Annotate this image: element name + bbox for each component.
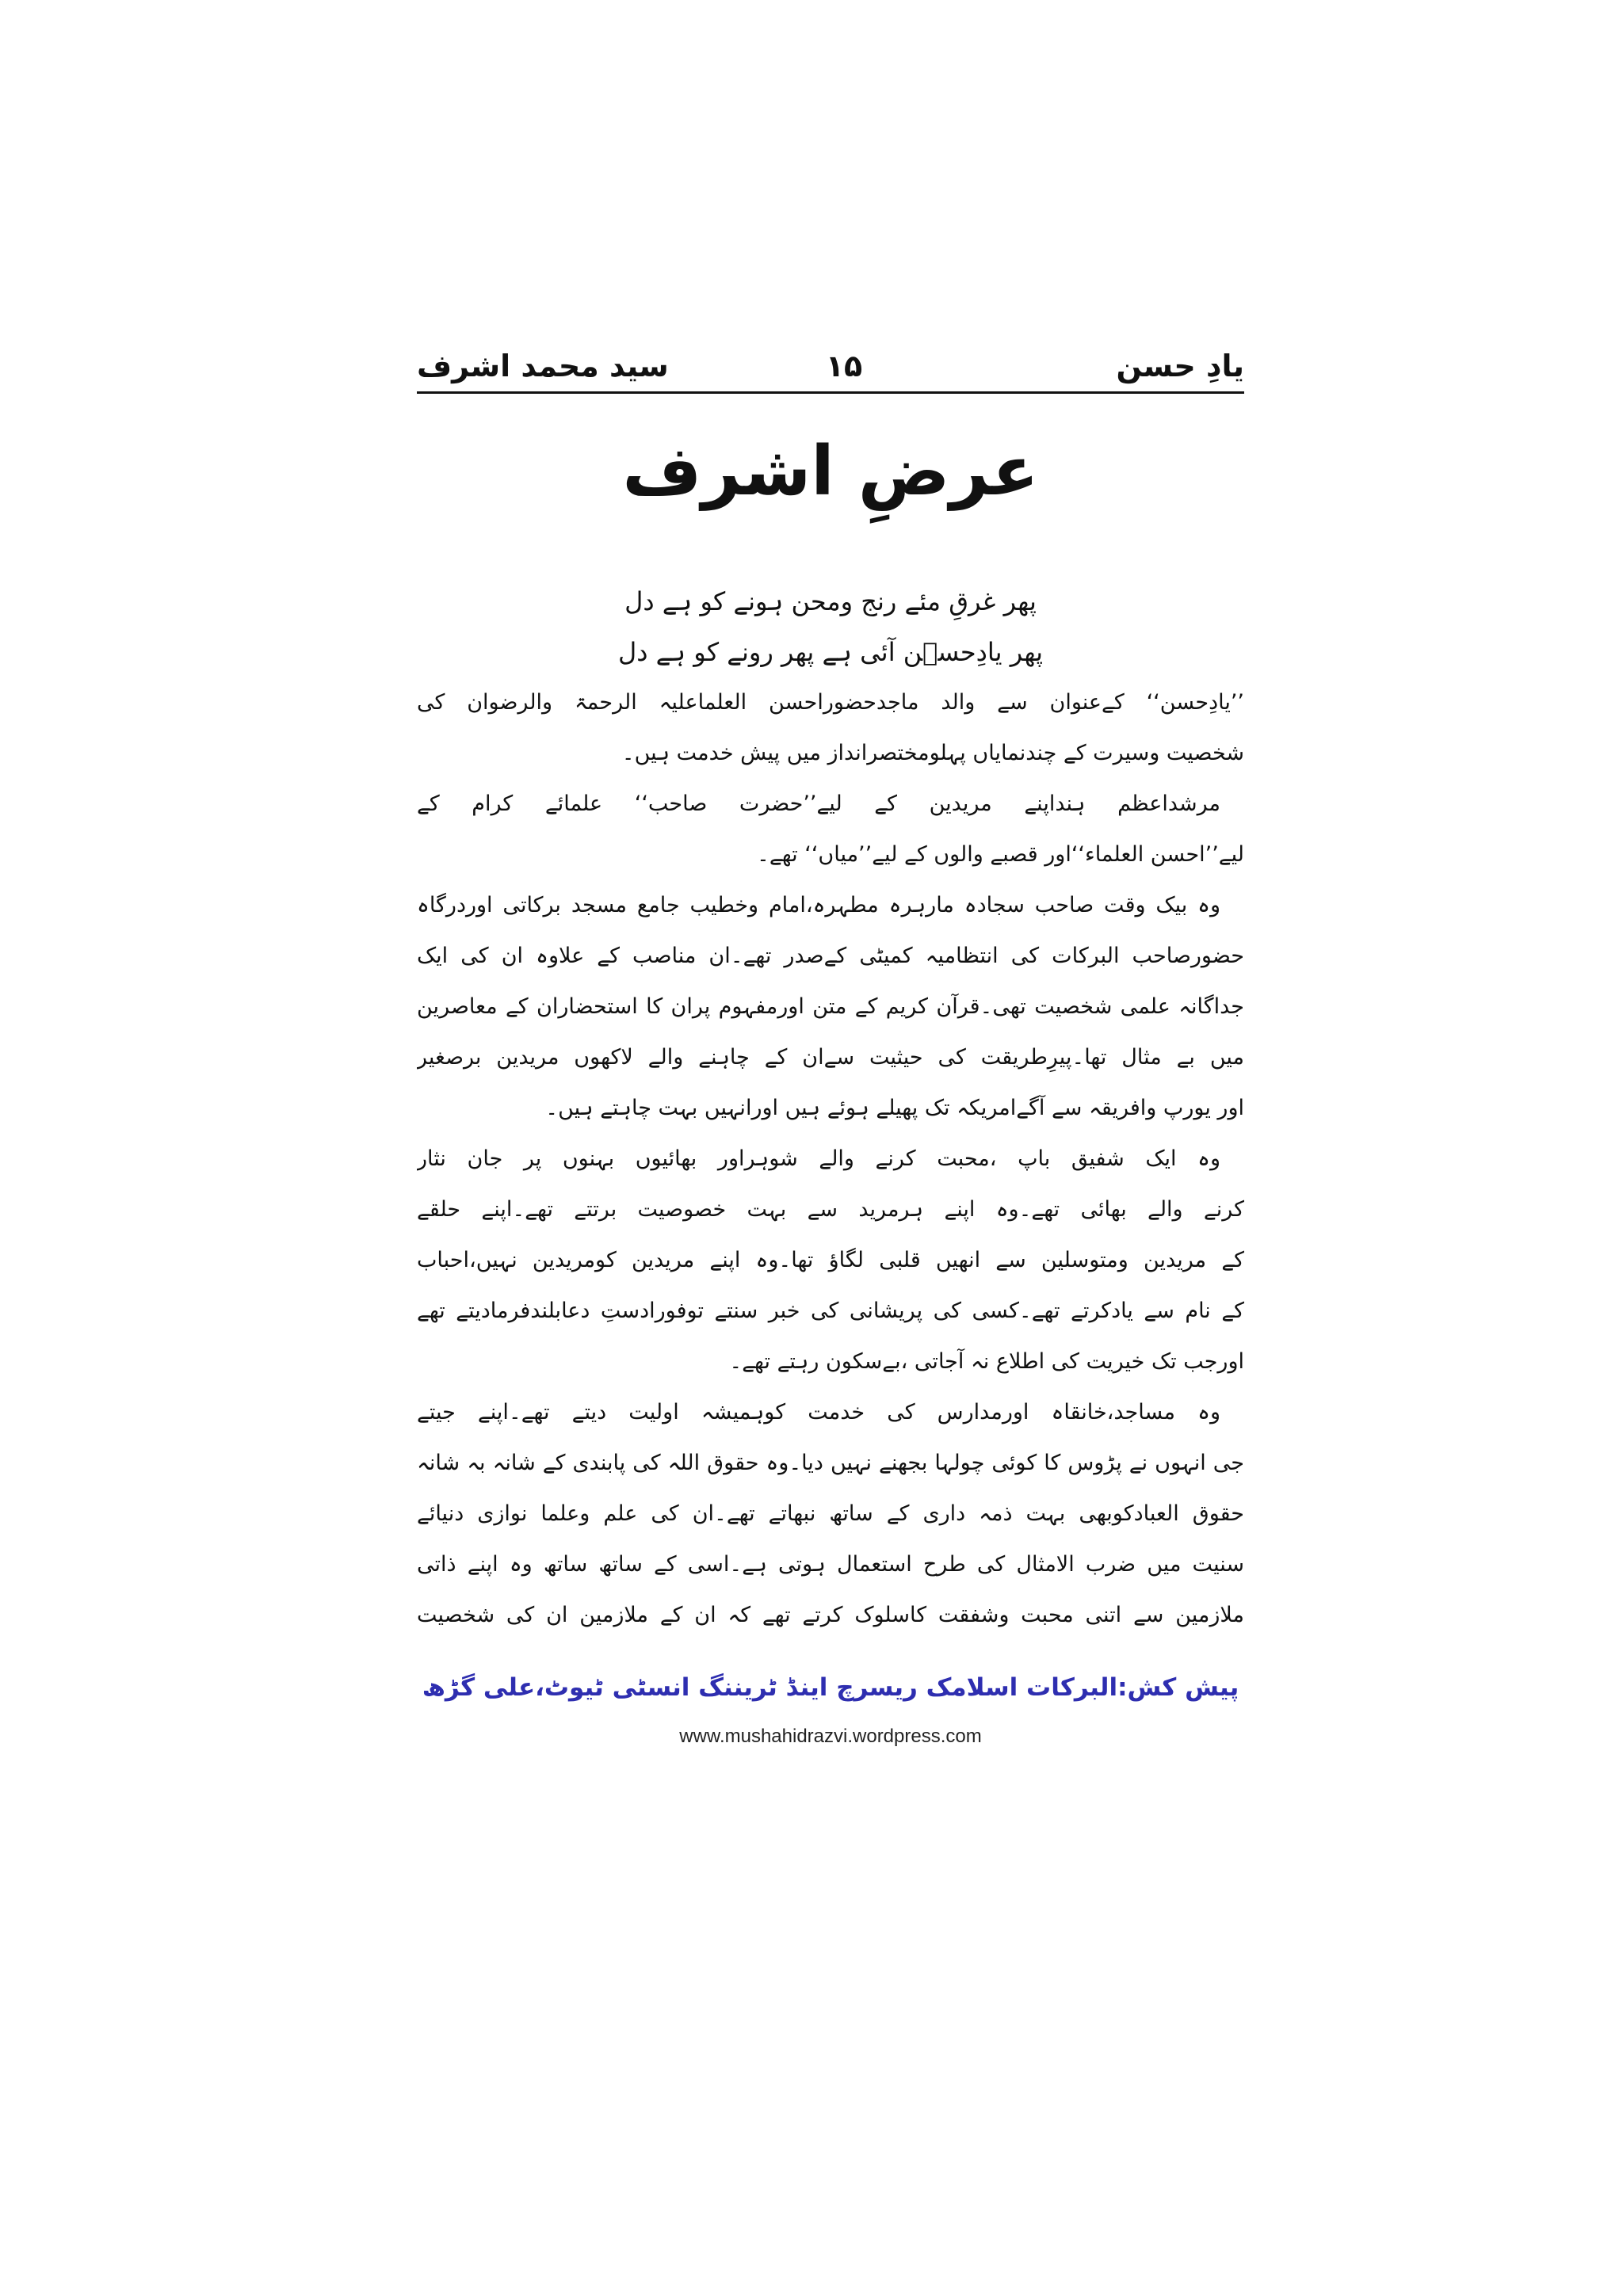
text-line: جداگانہ علمی شخصیت تھی۔قرآن کریم کے متن اورمفہوم پران کا استحضاران کے معاصرین bbox=[417, 994, 1244, 1019]
text-line: حقوق العبادکوبھی بہت ذمہ داری کے ساتھ نبھاتے تھے۔ان کی علم وعلما نوازی دنیائے bbox=[417, 1501, 1244, 1526]
couplet bbox=[417, 576, 1244, 677]
text-line: مرشداعظم ہنداپنے مریدین کے لیے’’حضرت صاحب‘‘ علمائے کرام کے bbox=[417, 791, 1220, 816]
header-rule bbox=[417, 391, 1244, 394]
couplet-line: پھر غرقِ مئے رنج ومحن ہونے کو ہے دل bbox=[624, 586, 1037, 616]
text-line: وہ ایک شفیق باپ ،محبت کرنے والے شوہراور بھائیوں بہنوں پر جان نثار bbox=[417, 1146, 1220, 1171]
text-line: اور یورپ وافریقہ سے آگےامریکہ تک پھیلے ہوئے ہیں اورانہیں بہت چاہتے ہیں۔ bbox=[545, 1096, 1244, 1120]
paragraph bbox=[417, 880, 1244, 1134]
running-header bbox=[417, 342, 1244, 390]
text-line: وہ بیک وقت صاحب سجادہ مارہرہ مطہرہ،امام وخطیب جامع مسجد برکاتی اوردرگاہ bbox=[417, 893, 1220, 917]
paragraph bbox=[417, 677, 1244, 779]
text-line: وہ مساجد،خانقاہ اورمدارس کی خدمت کوہمیشہ اولیت دیتے تھے۔اپنے جیتے bbox=[417, 1400, 1220, 1425]
paragraph bbox=[417, 1134, 1244, 1387]
text-line: کے نام سے یادکرتے تھے۔کسی کی پریشانی کی خبر سنتے توفورادستِ دعابلندفرمادیتے تھے bbox=[417, 1299, 1244, 1323]
page-number: ۱۵ bbox=[825, 349, 863, 383]
text-line: اورجب تک خیریت کی اطلاع نہ آجاتی ،بےسکون رہتے تھے۔ bbox=[729, 1349, 1244, 1374]
book-title: یادِ حسن bbox=[1116, 349, 1244, 383]
couplet-line: پھر یادِحسؔن آئی ہے پھر رونے کو ہے دل bbox=[617, 637, 1044, 667]
text-line: ملازمین سے اتنی محبت وشفقت کاسلوک کرتے تھے کہ ان کے ملازمین ان کی شخصیت bbox=[417, 1603, 1244, 1627]
text-line: ’’یادِحسن‘‘ کےعنوان سے والد ماجدحضوراحسن العلماعلیہ الرحمۃ والرضوان کی bbox=[417, 690, 1244, 715]
chapter-title: عرضِ اشرف bbox=[622, 432, 1039, 511]
publisher-credit: پیش کش:البرکات اسلامک ریسرچ اینڈ ٹریننگ انسٹی ٹیوٹ،علی گڑھ bbox=[422, 1673, 1239, 1702]
body-text bbox=[417, 576, 1244, 1641]
text-line: جی انہوں نے پڑوس کا کوئی چولہا بجھنے نہیں دیا۔وہ حقوق اللہ کی پابندی کے شانہ بہ شانہ bbox=[417, 1451, 1244, 1475]
author-name: سید محمد اشرف bbox=[417, 349, 669, 383]
text-line: سنیت میں ضرب الامثال کی طرح استعمال ہوتی ہے۔اسی کے ساتھ ساتھ وہ اپنے ذاتی bbox=[417, 1552, 1244, 1577]
text-line: لیے’’احسن العلماء‘‘اور قصبے والوں کے لیے’’میاں‘‘ تھے۔ bbox=[757, 842, 1244, 867]
website-url: www.mushahidrazvi.wordpress.com bbox=[679, 1726, 982, 1747]
paragraph bbox=[417, 779, 1244, 880]
text-line: کے مریدین ومتوسلین سے انھیں قلبی لگاؤ تھا۔وہ اپنے مریدین کومریدین نہیں،احباب bbox=[417, 1248, 1244, 1272]
text-line: میں بے مثال تھا۔پیرِطریقت کی حیثیت سےان کے چاہنے والے لاکھوں مریدین برصغیر bbox=[417, 1045, 1244, 1070]
text-line: کرنے والے بھائی تھے۔وہ اپنے ہرمرید سے بہت خصوصیت برتتے تھے۔اپنے حلقے bbox=[417, 1197, 1244, 1222]
paragraph bbox=[417, 1387, 1244, 1641]
text-line: حضورصاحب البرکات کی انتظامیہ کمیٹی کےصدر تھے۔ان مناصب کے علاوہ ان کی ایک bbox=[417, 944, 1244, 968]
text-line: شخصیت وسیرت کے چندنمایاں پہلومختصرانداز میں پیش خدمت ہیں۔ bbox=[621, 741, 1244, 765]
